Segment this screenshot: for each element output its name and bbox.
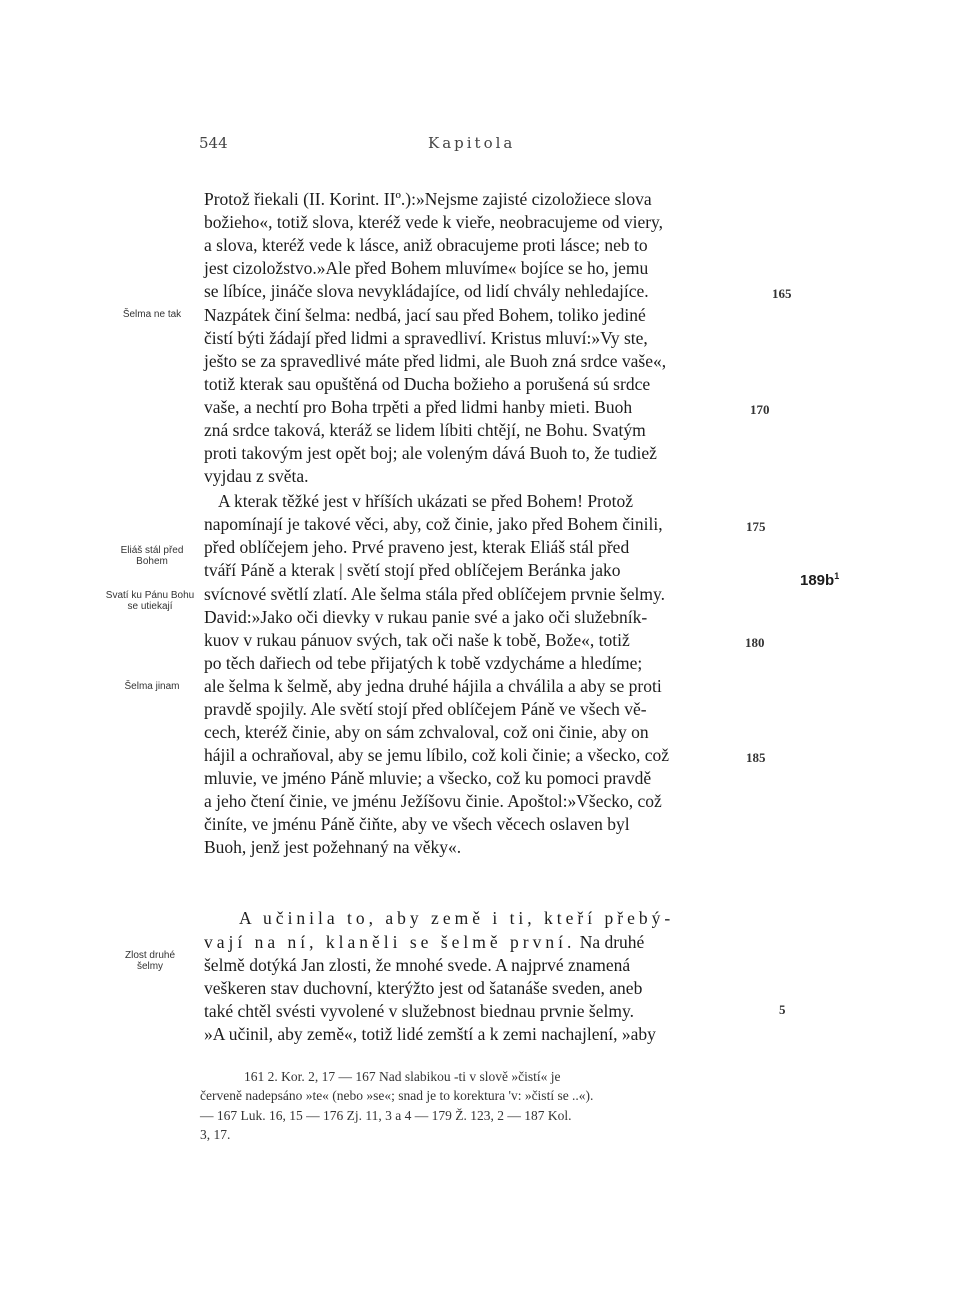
- body-line: A kterak těžké jest v hříších ukázati se před Bohem! Protož: [218, 491, 634, 511]
- body-line: David:»Jako oči dievky v rukau panie své a jako oči služebník-: [204, 607, 648, 627]
- body-line: jest cizoložstvo.»Ale před Bohem mluvíme« bojíce se ho, jemu: [204, 258, 649, 278]
- margin-note: Šelma jinam: [124, 681, 180, 692]
- body-line: činíte, ve jménu Páně čiňte, aby ve všech věcech oslaven byl: [204, 814, 630, 834]
- body-line: »A učinil, aby země«, totiž lidé zemští a k zemi nachajlení, »aby: [204, 1024, 656, 1044]
- body-line: také chtěl svésti vyvolené v služebnost biednau prvnie šelmy.: [204, 1001, 634, 1021]
- body-line: totiž kterak sau opuštěná od Ducha božieho a porušená sú srdce: [204, 374, 651, 394]
- body-line: ješto se za spravedlivé máte před lidmi, ale Buoh zná srdce vaše«,: [204, 351, 667, 371]
- body-line: zná srdce taková, kteráž se lidem líbiti chtějí, ne Bohu. Svatým: [204, 420, 646, 440]
- body-line: se líbíce, jináče slova nevykládajíce, od lidí chvály nehledajíce.: [204, 281, 649, 301]
- folio-main: 189b: [800, 572, 835, 589]
- body-line: veškeren stav duchovní, kterýžto jest od šatanáše sveden, aneb: [204, 978, 643, 998]
- body-line: a jeho čtení činie, ve jménu Ježíšovu činie. Apoštol:»Všecko, což: [204, 791, 662, 811]
- margin-note: Šelma ne tak: [122, 309, 182, 320]
- body-line: čistí býti žádají před lidmi a spravedliví. Kristus mluví:»Vy ste,: [204, 328, 648, 348]
- line-number: 185: [746, 750, 766, 765]
- line-number: 5: [779, 1002, 786, 1017]
- running-head: Kapitola: [428, 134, 516, 152]
- footnote-line: červeně nadepsáno »te« (nebo »se«; snad je to korektura 'v: »čistí se ..«).: [200, 1088, 594, 1103]
- verse-line: [239, 907, 674, 929]
- line-number: 170: [750, 402, 770, 417]
- body-line: ale šelma k šelmě, aby jedna druhé hájila a chválila a aby se proti: [204, 676, 662, 696]
- verse-line: [204, 931, 644, 953]
- commentary-text: Na druhé: [575, 932, 645, 952]
- body-line: Nazpátek činí šelma: nedbá, jací sau před Bohem, toliko jediné: [204, 305, 646, 325]
- body-line: vyjdau z světa.: [204, 466, 309, 486]
- body-line: božieho«, totiž slova, kteréž vede k vieře, neobracujeme od viery,: [204, 212, 664, 232]
- body-line: kuov v rukau pánuov svých, tak oči naše k tobě, Bože«, totiž: [204, 630, 630, 650]
- body-line: svícnové světlí zlatí. Ale šelma stála před oblíčejem prvnie šelmy.: [204, 584, 666, 604]
- body-line: před oblíčejem jeho. Prvé praveno jest, kterak Eliáš stál před: [204, 537, 630, 557]
- margin-note: Svatí ku Pánu Bohu se utiekají: [105, 590, 195, 612]
- verse-text: vají na ní, klaněli se šelmě první.: [204, 932, 576, 952]
- verse-text: A učinila to, aby země i ti, kteří přebý-: [239, 908, 675, 928]
- body-line: mluvie, ve jméno Páně mluvie; a všecko, což ku pomoci pravdě: [204, 768, 652, 788]
- line-number: 180: [745, 635, 765, 650]
- footnote-line: 3, 17.: [200, 1127, 231, 1142]
- body-line: tváří Páně a kterak | světí stojí před oblíčejem Beránka jako: [204, 560, 621, 580]
- body-line: hájil a ochraňoval, aby se jemu líbilo, což koli činie; a všecko, což: [204, 745, 670, 765]
- line-number: 165: [772, 286, 792, 301]
- body-line: napomínají je takové věci, aby, což činie, jako před Bohem činili,: [204, 514, 663, 534]
- folio-superscript: 1: [834, 571, 840, 581]
- body-line: pravdě spojily. Ale světí stojí před oblíčejem Páně ve všech vě-: [204, 699, 647, 719]
- body-line: proti takovým jest opět boj; ale voleným dává Buoh to, že tudiež: [204, 443, 657, 463]
- body-line: vaše, a nechtí pro Boha trpěti a před lidmi hanby mieti. Buoh: [204, 397, 633, 417]
- body-line: po těch dařiech od tebe přijatých k tobě vzdycháme a hledíme;: [204, 653, 643, 673]
- footnote-line: — 167 Luk. 16, 15 — 176 Zj. 11, 3 a 4 — 179 Ž. 123, 2 — 187 Kol.: [200, 1108, 572, 1123]
- body-line: Protož řiekali (II. Korint. IIº.):»Nejsme zajisté cizoložiece slova: [204, 189, 652, 209]
- footnote-line: 161 2. Kor. 2, 17 — 167 Nad slabikou -ti v slově »čistí« je: [244, 1069, 561, 1084]
- line-number: 175: [746, 519, 766, 534]
- body-line: a slova, kteréž vede k lásce, aniž obracujeme proti lásce; neb to: [204, 235, 648, 255]
- margin-note: Eliáš stál před Bohem: [120, 545, 184, 567]
- body-line: cech, kteréž činie, aby on sám zchvaloval, což oni činie, aby on: [204, 722, 649, 742]
- folio-mark: [800, 571, 839, 589]
- body-line: Buoh, jenž jest požehnaný na věky«.: [204, 837, 462, 857]
- body-line: šelmě dotýká Jan zlosti, že mnohé svede. A najprvé znamená: [204, 955, 631, 975]
- margin-note: Zlost druhé šelmy: [124, 950, 176, 972]
- page-number: 544: [199, 134, 228, 152]
